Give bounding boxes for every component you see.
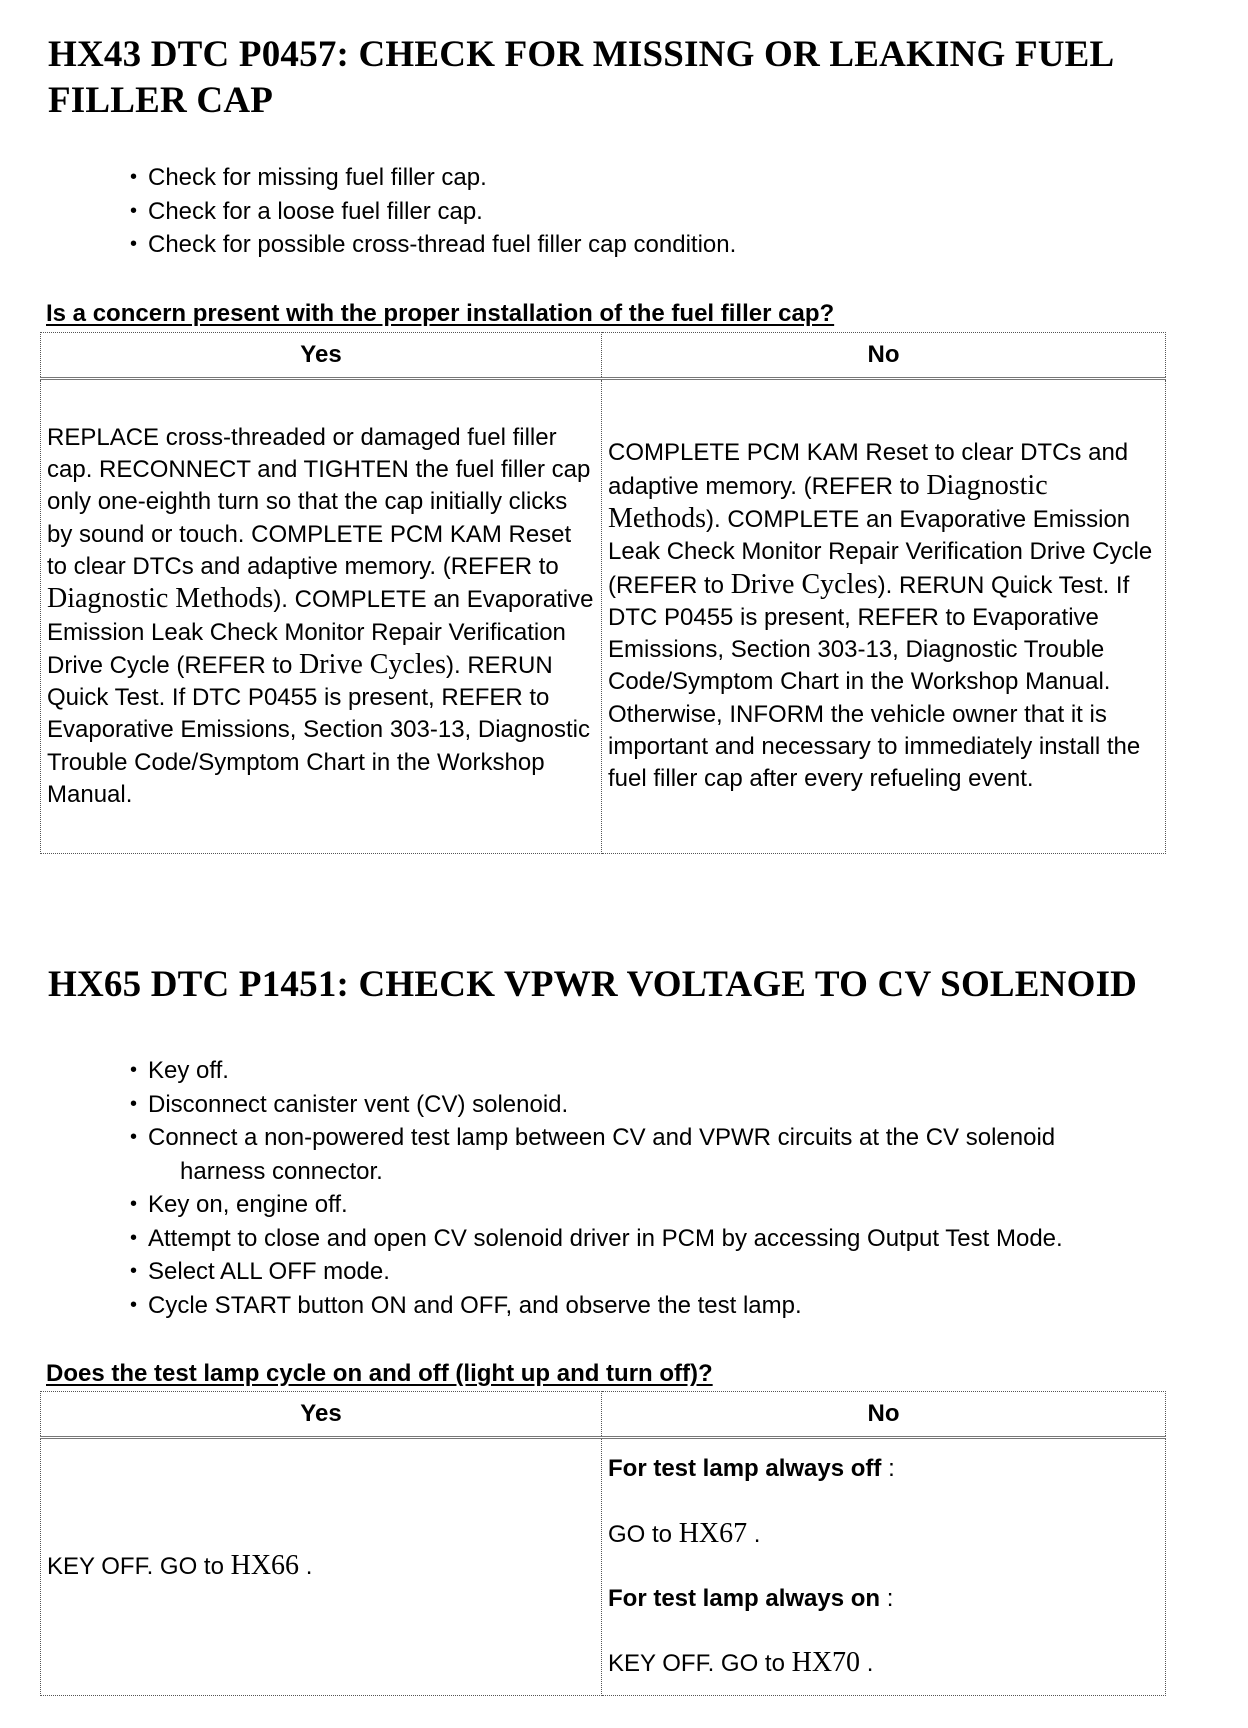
- yes-text-2: ). COMPLETE an Evaporative Emission Leak Check Monitor Repair Verification Drive Cycle (REFER to: [47, 586, 594, 679]
- decision-table-hx65: [40, 1391, 1166, 1696]
- always-on-action: [608, 1647, 1159, 1680]
- section-title-hx43: HX43 DTC P0457: CHECK FOR MISSING OR LEAKING FUEL FILLER CAP: [48, 34, 1113, 121]
- yes-text: KEY OFF. GO to: [47, 1553, 231, 1581]
- diagnostic-methods-link[interactable]: Diagnostic Methods: [47, 583, 274, 615]
- go-suffix: .: [860, 1650, 874, 1678]
- list-item-continuation: harness connector.: [180, 1157, 383, 1185]
- yes-text-3: ). RERUN Quick Test. If DTC P0455 is present, REFER to Evaporative Emissions, Section 303-13, Diagnostic Trouble Code/Symptom Chart in the Workshop Manual.: [47, 651, 590, 808]
- list-item: • Key off.: [130, 1054, 1230, 1088]
- list-item-text: Connect a non-powered test lamp between CV and VPWR circuits at the CV solenoid: [148, 1124, 1056, 1151]
- yes-cell: [41, 379, 602, 854]
- no-header: No: [602, 1392, 1166, 1438]
- yes-text-1: REPLACE cross-threaded or damaged fuel filler cap. RECONNECT and TIGHTEN the fuel filler cap only one-eighth turn so that the cap initially clicks by sound or touch. COMPLETE PCM KAM Reset to clear DTCs and adaptive memory. (REFER to: [47, 423, 591, 580]
- always-off-label-row: [608, 1453, 1159, 1485]
- steps-list-hx65: [130, 1054, 1230, 1322]
- list-item: • Check for possible cross-thread fuel filler cap condition.: [130, 228, 1230, 262]
- no-cell: [602, 1438, 1166, 1696]
- always-off-label: For test lamp always off: [608, 1455, 882, 1483]
- always-on-label: For test lamp always on: [608, 1585, 881, 1612]
- no-text-2: ). COMPLETE an Evaporative Emission Leak Check Monitor Repair Verification Drive Cycle (REFER to: [608, 505, 1153, 599]
- list-item: • Check for missing fuel filler cap.: [130, 161, 1230, 195]
- list-item: • Attempt to close and open CV solenoid driver in PCM by accessing Output Test Mode.: [130, 1222, 1230, 1256]
- colon: :: [880, 1585, 894, 1612]
- no-cell: [602, 379, 1166, 854]
- question-hx43: Is a concern present with the proper installation of the fuel filler cap?: [46, 300, 835, 327]
- yes-suffix: .: [299, 1553, 313, 1581]
- list-item: • Cycle START button ON and OFF, and observe the test lamp.: [130, 1289, 1230, 1323]
- list-item: • Key on, engine off.: [130, 1188, 1230, 1222]
- colon: :: [881, 1455, 895, 1483]
- no-text-1: COMPLETE PCM KAM Reset to clear DTCs and adaptive memory. (REFER to: [608, 439, 1129, 500]
- go-suffix: .: [747, 1520, 761, 1548]
- hx66-link[interactable]: HX66: [230, 1550, 300, 1582]
- hx67-link[interactable]: HX67: [678, 1517, 748, 1549]
- list-item: [130, 1121, 1230, 1188]
- diagnostic-methods-link[interactable]: Diagnostic Methods: [608, 469, 1048, 534]
- drive-cycles-link[interactable]: Drive Cycles: [299, 648, 447, 680]
- always-on-label-row: [608, 1583, 1159, 1615]
- list-item: • Select ALL OFF mode.: [130, 1255, 1230, 1289]
- decision-table-hx43: [40, 332, 1166, 854]
- steps-list-hx43: [130, 161, 1230, 262]
- yes-header: Yes: [41, 333, 602, 379]
- list-item: • Disconnect canister vent (CV) solenoid.: [130, 1088, 1230, 1122]
- no-text-3: ). RERUN Quick Test. If DTC P0455 is present, REFER to Evaporative Emissions, Section 303-13, Diagnostic Trouble Code/Symptom Chart in the Workshop Manual. Otherwise, INFORM the vehicle owner that it is important and necessary to immediately install the fuel filler cap after every refueling event.: [608, 571, 1141, 793]
- go-text: GO to: [608, 1520, 679, 1548]
- list-item: • Check for a loose fuel filler cap.: [130, 195, 1230, 229]
- question-hx65: Does the test lamp cycle on and off (light up and turn off)?: [46, 1360, 713, 1387]
- go-text: KEY OFF. GO to: [608, 1650, 792, 1678]
- yes-cell: [41, 1438, 602, 1696]
- section-title-hx65: HX65 DTC P1451: CHECK VPWR VOLTAGE TO CV SOLENOID: [48, 964, 1138, 1005]
- yes-header: Yes: [41, 1392, 602, 1438]
- always-off-action: [608, 1518, 1159, 1551]
- hx70-link[interactable]: HX70: [791, 1647, 861, 1679]
- no-header: No: [602, 333, 1166, 379]
- drive-cycles-link[interactable]: Drive Cycles: [730, 568, 878, 600]
